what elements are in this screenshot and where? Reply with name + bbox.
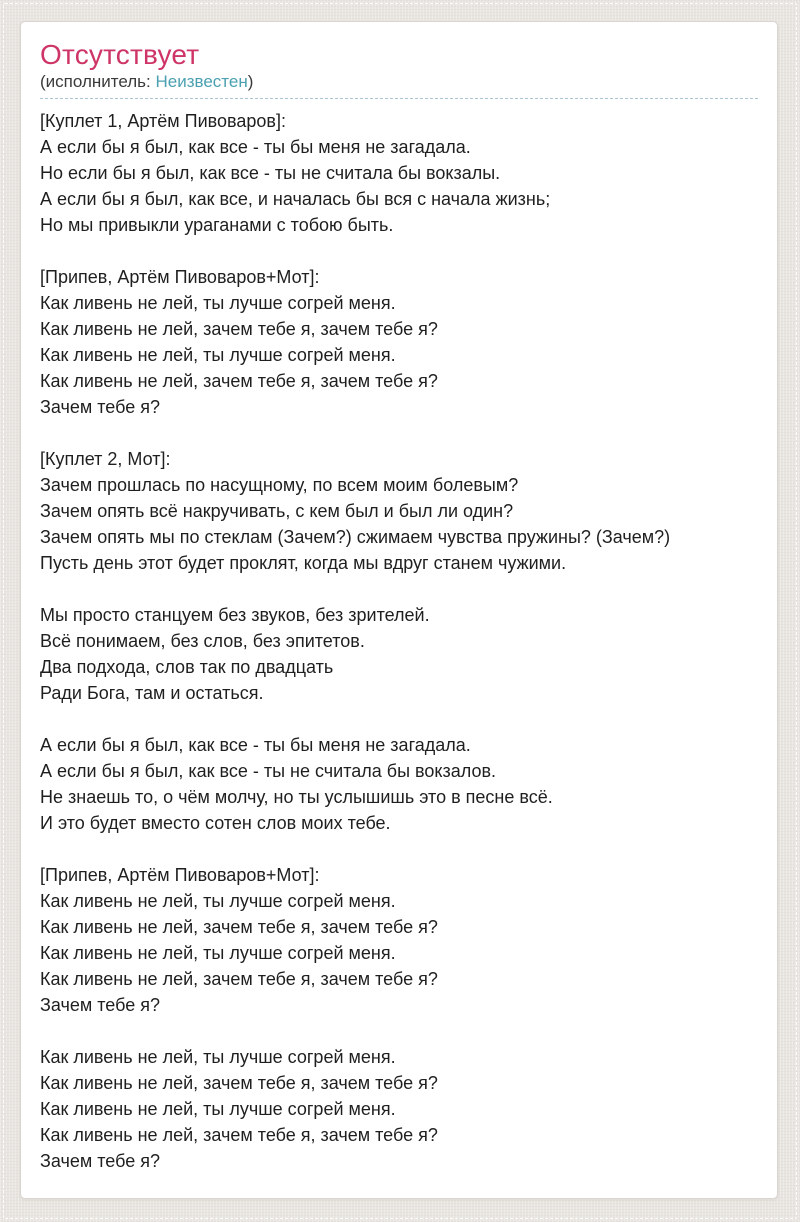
artist-line [40,71,758,93]
lyrics-line: Не знаешь то, о чём молчу, но ты услышишь это в песне всё. [40,787,553,807]
lyrics-stanza [40,108,758,238]
lyrics-line: Как ливень не лей, зачем тебе я, зачем тебе я? [40,917,438,937]
lyrics-stanza [40,862,758,1018]
lyrics-line: Как ливень не лей, зачем тебе я, зачем тебе я? [40,1073,438,1093]
lyrics-line: Как ливень не лей, зачем тебе я, зачем тебе я? [40,1125,438,1145]
lyrics-stanza [40,732,758,836]
lyrics-line: Мы просто станцуем без звуков, без зрителей. [40,605,430,625]
lyrics-line: Зачем тебе я? [40,1151,160,1171]
lyrics-line: Как ливень не лей, ты лучше согрей меня. [40,943,396,963]
lyrics-line: [Припев, Артём Пивоваров+Мот]: [40,267,320,287]
lyrics-line: Как ливень не лей, зачем тебе я, зачем тебе я? [40,969,438,989]
lyrics-line: Но если бы я был, как все - ты не считала бы вокзалы. [40,163,501,183]
artist-link[interactable]: Неизвестен [155,72,248,91]
lyrics-container [40,99,758,1174]
lyrics-stanza [40,1044,758,1174]
lyrics-line: [Куплет 1, Артём Пивоваров]: [40,111,286,131]
song-header [40,40,758,99]
lyrics-line: Как ливень не лей, ты лучше согрей меня. [40,1099,396,1119]
artist-label-prefix: (исполнитель: [40,72,156,91]
lyrics-line: Зачем тебе я? [40,397,160,417]
lyrics-line: [Куплет 2, Мот]: [40,449,171,469]
lyrics-line: Как ливень не лей, ты лучше согрей меня. [40,891,396,911]
lyrics-line: Как ливень не лей, ты лучше согрей меня. [40,1047,396,1067]
lyrics-stanza [40,446,758,576]
page-title: Отсутствует [40,39,200,70]
lyrics-line: Как ливень не лей, ты лучше согрей меня. [40,293,396,313]
lyrics-line: Зачем прошлась по насущному, по всем моим болевым? [40,475,519,495]
lyrics-line: А если бы я был, как все - ты бы меня не загадала. [40,137,471,157]
lyrics-line: Зачем опять всё накручивать, с кем был и был ли один? [40,501,514,521]
lyrics-line: [Припев, Артём Пивоваров+Мот]: [40,865,320,885]
artist-label-suffix: ) [247,72,254,91]
lyrics-line: Зачем опять мы по стеклам (Зачем?) сжимаем чувства пружины? (Зачем?) [40,527,671,547]
lyrics-line: Но мы привыкли ураганами с тобою быть. [40,215,394,235]
lyrics-line: Пусть день этот будет проклят, когда мы вдруг станем чужими. [40,553,567,573]
lyrics-line: А если бы я был, как все, и началась бы вся с начала жизнь; [40,189,551,209]
lyrics-stanza [40,602,758,706]
lyrics-line: Как ливень не лей, зачем тебе я, зачем тебе я? [40,371,438,391]
lyrics-line: Ради Бога, там и остаться. [40,683,264,703]
lyrics-line: Как ливень не лей, ты лучше согрей меня. [40,345,396,365]
lyrics-stanza [40,264,758,420]
lyrics-line: А если бы я был, как все - ты не считала бы вокзалов. [40,761,497,781]
lyrics-line: Зачем тебе я? [40,995,160,1015]
lyrics-line: И это будет вместо сотен слов моих тебе. [40,813,391,833]
lyrics-line: А если бы я был, как все - ты бы меня не загадала. [40,735,471,755]
content-card [20,21,778,1199]
lyrics-line: Как ливень не лей, зачем тебе я, зачем тебе я? [40,319,438,339]
lyrics-line: Всё понимаем, без слов, без эпитетов. [40,631,365,651]
lyrics-line: Два подхода, слов так по двадцать [40,657,334,677]
